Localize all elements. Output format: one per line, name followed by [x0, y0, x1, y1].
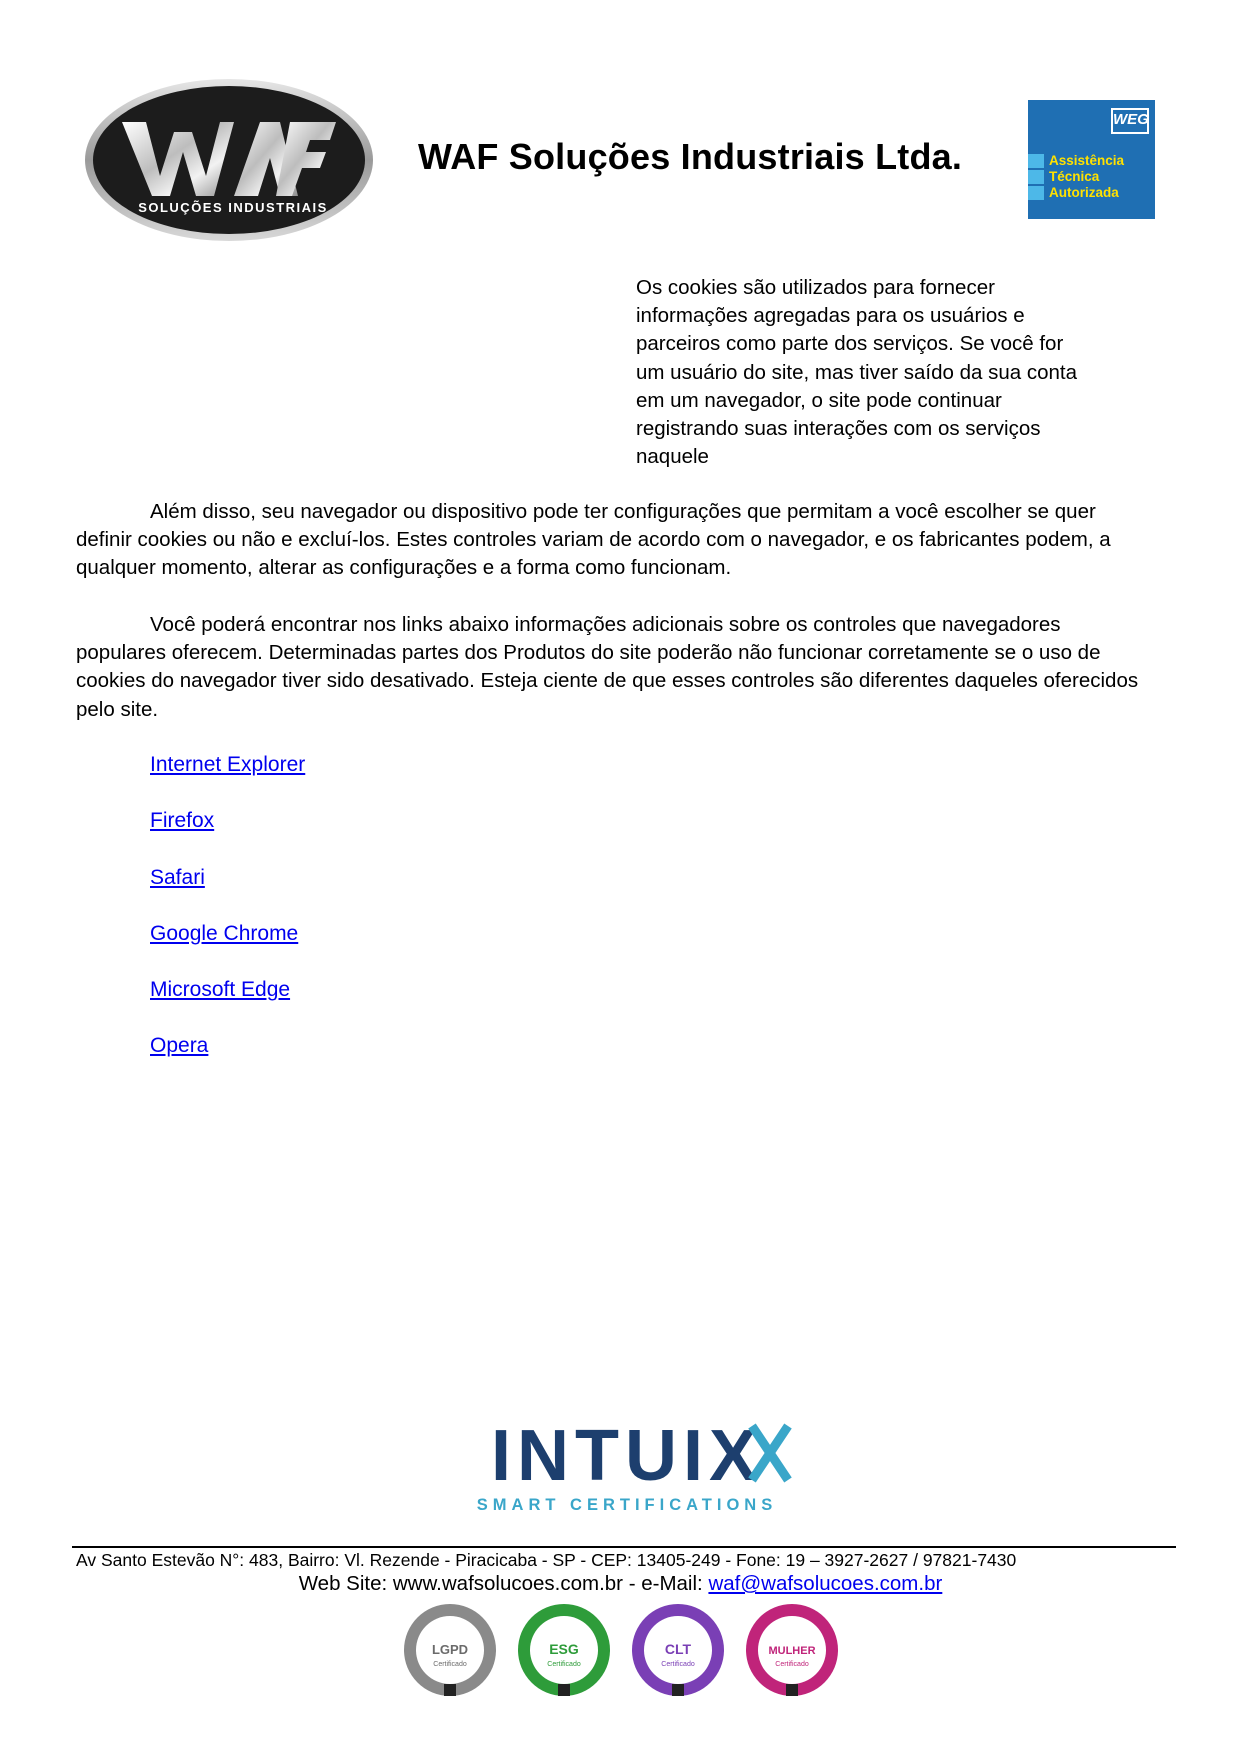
seal-mulher-icon — [744, 1602, 840, 1698]
email-link[interactable]: waf@wafsolucoes.com.br — [708, 1572, 943, 1595]
seal-label: ESG — [549, 1641, 579, 1657]
footer-address: Av Santo Estevão N°: 483, Bairro: Vl. Rezende - Piracicaba - SP - CEP: 13405-249 - Fone: 19 – 3927-2627 / 97821-7430 — [76, 1550, 1017, 1570]
cookies-column-paragraph — [636, 274, 1096, 471]
intuix-logo-tagline: SMART CERTIFICATIONS — [476, 1496, 778, 1514]
seal-clt-icon — [630, 1602, 726, 1698]
text-line: em um navegador, o site pode continuar — [636, 388, 1002, 412]
text-line: parceiros como parte dos serviços. Se você for — [636, 332, 1064, 356]
link-opera[interactable]: Opera — [150, 1034, 209, 1058]
text-line: definir cookies ou não e excluí-los. Estes controles variam de acordo com o navegador, e os fabricantes podem, a — [76, 528, 1111, 552]
weg-logo — [1111, 108, 1149, 134]
intuix-logo — [452, 1418, 802, 1518]
weg-bar-icon — [1028, 170, 1044, 184]
link-safari[interactable]: Safari — [150, 865, 205, 889]
link-microsoft-edge[interactable]: Microsoft Edge — [150, 978, 291, 1002]
weg-logo-text: WEG — [1113, 111, 1149, 128]
waf-logo-tagline: SOLUÇÕES INDUSTRIAIS — [138, 200, 328, 215]
seal-esg-icon — [516, 1602, 612, 1698]
weg-bar-icon — [1028, 154, 1044, 168]
text-line: populares oferecem. Determinadas partes dos Produtos do site poderão não funcionar corretamente se o uso de — [76, 641, 1101, 665]
text-line: qualquer momento, alterar as configurações e a forma como funcionam. — [76, 556, 732, 580]
text-line: pelo site. — [76, 697, 159, 721]
website-text: Web Site: www.wafsolucoes.com.br - e-Mail: — [298, 1572, 709, 1595]
company-name: WAF Soluções Industriais Ltda. — [418, 136, 963, 177]
text-line: informações agregadas para os usuários e — [636, 304, 1025, 328]
intuix-logo-name: INTUIX — [490, 1418, 764, 1496]
seal-sub: Certificado — [547, 1661, 581, 1668]
footer-divider — [72, 1546, 1176, 1548]
text-line: Os cookies são utilizados para fornecer — [636, 276, 995, 299]
browser-controls-paragraph — [76, 611, 1166, 724]
text-line: Além disso, seu navegador ou dispositivo pode ter configurações que permitam a você escolher se quer — [150, 500, 1096, 523]
link-internet-explorer[interactable]: Internet Explorer — [150, 753, 306, 776]
link-google-chrome[interactable]: Google Chrome — [150, 921, 299, 945]
link-firefox[interactable]: Firefox — [150, 809, 215, 833]
seal-label: LGPD — [431, 1642, 469, 1657]
browser-settings-paragraph — [76, 498, 1166, 583]
seal-sub: Certificado — [775, 1661, 809, 1668]
text-line: naquele — [636, 445, 709, 469]
waf-logo — [84, 78, 374, 242]
footer-website — [0, 1572, 1241, 1596]
weg-badge-line — [1028, 183, 1155, 203]
text-line: registrando suas interações com os serviços — [636, 417, 1041, 441]
weg-badge-text: Assistência — [1049, 153, 1125, 168]
seal-label: MULHER — [768, 1645, 816, 1657]
text-line: Você poderá encontrar nos links abaixo informações adicionais sobre os controles que navegadores — [150, 613, 1061, 636]
text-line: cookies do navegador tiver sido desativado. Esteja ciente de que esses controles são diferentes daqueles oferecidos — [76, 669, 1139, 693]
seal-sub: Certificado — [661, 1661, 695, 1668]
seal-lgpd-icon — [402, 1602, 498, 1698]
weg-bar-icon — [1028, 186, 1044, 200]
weg-authorized-badge — [1028, 100, 1155, 219]
weg-badge-text: Técnica — [1049, 169, 1100, 184]
text-line: um usuário do site, mas tiver saído da sua conta — [636, 360, 1077, 384]
browser-links-list — [150, 751, 305, 1089]
seal-label: CLT — [664, 1641, 692, 1657]
weg-badge-text: Autorizada — [1049, 185, 1119, 200]
seal-sub: Certificado — [433, 1661, 467, 1668]
certification-seals — [402, 1602, 842, 1698]
